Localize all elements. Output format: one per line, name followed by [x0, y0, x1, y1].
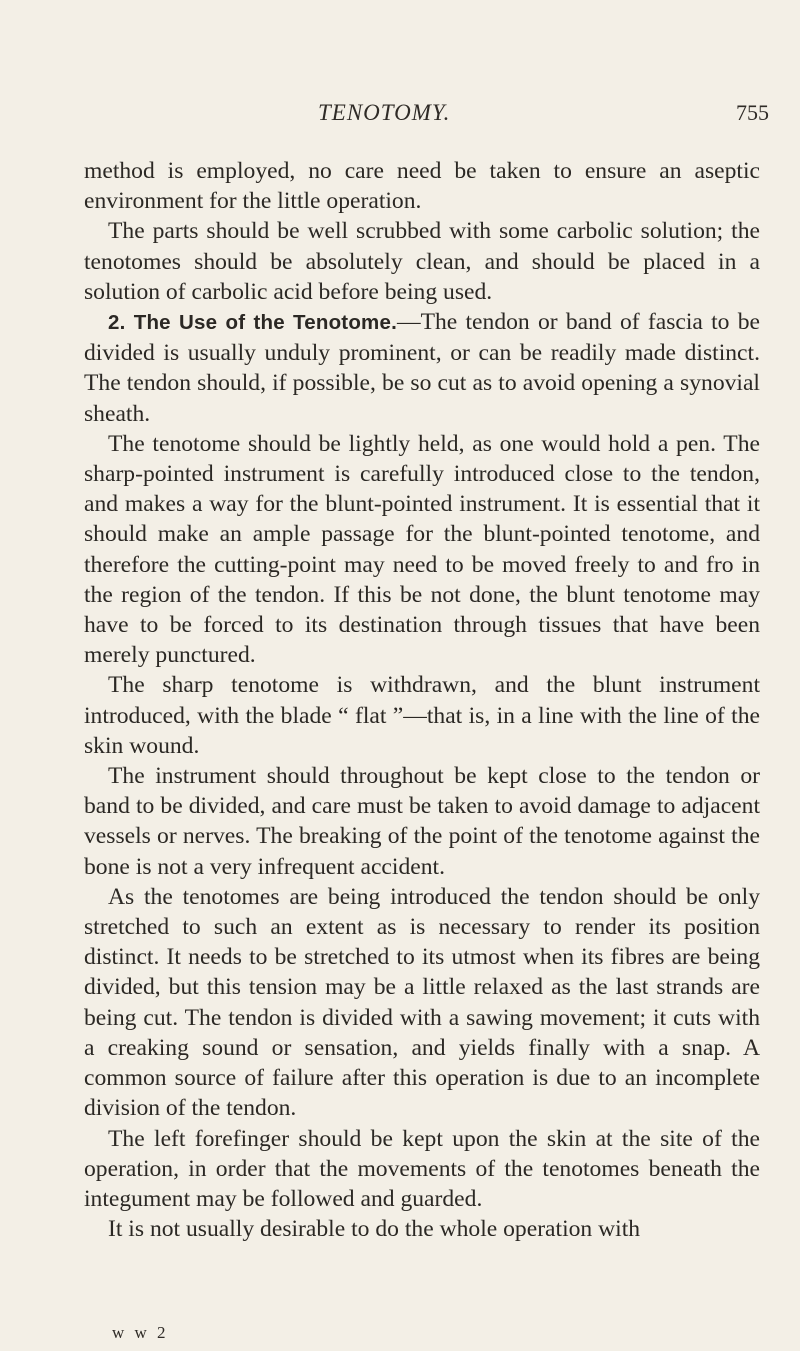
- paragraph-6: [84, 761, 760, 882]
- paragraph-4: [84, 429, 760, 671]
- paragraph-8: [84, 1124, 760, 1215]
- running-head: [0, 100, 800, 134]
- paragraph-9: [84, 1214, 760, 1244]
- signature-mark: w w 2: [112, 1323, 169, 1342]
- paragraph-2-text: The parts should be well scrubbed with some carbolic solution; the tenotomes should be absolutely clean, and should be placed in a solution of carbolic acid before being used.: [84, 218, 760, 305]
- body-text: [84, 156, 760, 1244]
- paragraph-7-text: As the tenotomes are being introduced the tendon should be only stretched to such an extent as is necessary to render its position distinct. It needs to be stretched to its utmost when its fibres are being divided, but this tension may be a little relaxed as the last strands are being cut. The tendon is divided with a sawing movement; it cuts with a creaking sound or sensation, and yields finally with a snap. A common source of failure after this operation is due to an incomplete division of the tendon.: [84, 883, 760, 1122]
- page-number: 755: [736, 100, 769, 125]
- running-title: TENOTOMY.: [318, 100, 451, 125]
- paragraph-9-text: It is not usually desirable to do the whole operation with: [108, 1216, 641, 1243]
- section-heading: 2. The Use of the Tenotome.: [108, 311, 397, 335]
- paragraph-6-text: The instrument should throughout be kept close to the tendon or band to be divided, and care must be taken to avoid damage to adjacent vessels or nerves. The breaking of the point of the tenotome against the bone is not a very infrequent accident.: [84, 763, 760, 880]
- paragraph-1: [84, 156, 760, 216]
- paragraph-7: [84, 882, 760, 1124]
- paragraph-3-text: —The tendon or band of fascia to be divided is usually unduly prominent, or can be readily made distinct. The tendon should, if possible, be so cut as to avoid opening a synovial sheath.: [84, 309, 760, 427]
- paragraph-2: [84, 216, 760, 307]
- paragraph-5-text: The sharp tenotome is withdrawn, and the blunt instrument introduced, with the blade “ flat ”—that is, in a line with the line of the skin wound.: [84, 672, 760, 759]
- paragraph-8-text: The left forefinger should be kept upon the skin at the site of the operation, in order that the movements of the tenotomes beneath the integument may be followed and guarded.: [84, 1125, 760, 1212]
- paragraph-3: [84, 307, 760, 429]
- paragraph-1-text: method is employed, no care need be taken to ensure an aseptic environment for the little operation.: [84, 158, 760, 215]
- paragraph-4-text: The tenotome should be lightly held, as one would hold a pen. The sharp-pointed instrument is carefully introduced close to the tendon, and makes a way for the blunt-pointed instrument. It is essential that it should make an ample passage for the blunt-pointed tenotome, and therefore the cutting-point may need to be moved freely to and fro in the region of the tendon. If this be not done, the blunt tenotome may have to be forced to its destination through tissues that have been merely punctured.: [84, 430, 760, 669]
- paragraph-5: [84, 670, 760, 761]
